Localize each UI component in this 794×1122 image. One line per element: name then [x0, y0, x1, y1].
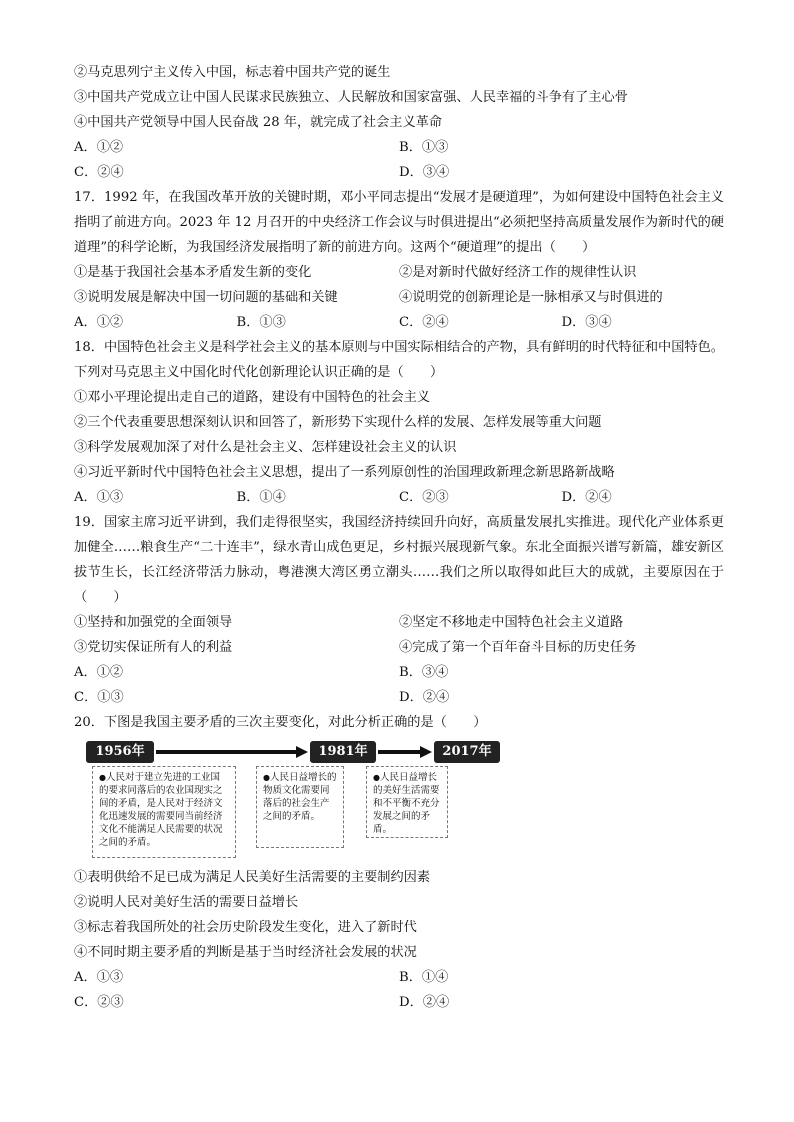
q17-items-row-1: [74, 260, 724, 285]
q16-option-d[interactable]: D．③④: [399, 165, 450, 180]
q16-options-row-2: [74, 160, 724, 185]
q20-item-1: ①表明供给不足已成为满足人民美好生活需要的主要制约因素: [74, 870, 431, 885]
q19-items-row-1: [74, 610, 724, 635]
q16-item-2: ②马克思列宁主义传入中国，标志着中国共产党的诞生: [74, 65, 391, 80]
q17-option-d[interactable]: D．③④: [561, 315, 612, 330]
timeline-arrow-2: [378, 748, 432, 756]
q17-item-1: ①是基于我国社会基本矛盾发生新的变化: [74, 265, 312, 280]
timeline-box-2017: [366, 766, 448, 838]
q20-option-b[interactable]: B．①④: [399, 970, 449, 985]
timeline-text-1956: 人民对于建立先进的工业国的要求同落后的农业国现实之间的矛盾，是人民对于经济文化迅速发展的需要同当前经济文化不能满足人民需要的状况之间的矛盾。: [99, 772, 223, 848]
bullet-dot-icon: ●: [263, 773, 270, 782]
q20-option-c[interactable]: C．②③: [74, 995, 124, 1010]
q17-stem: 17．1992 年，在我国改革开放的关键时期，邓小平同志提出“发展才是硬道理”，为如何建设中国特色社会主义指明了前进方向。2023 年 12 月召开的中央经济工作会议与时俱进提出“必须把坚持高质量发展作为新时代的硬道理”的科学论断，为我国经济发展指明了新的前进方向。这两个“硬道理”的提出（ ）: [74, 190, 724, 255]
q20-item-2: ②说明人民对美好生活的需要日益增长: [74, 895, 299, 910]
q20-option-d[interactable]: D．②④: [399, 995, 450, 1010]
timeline-arrow-1: [156, 748, 308, 756]
q17-item-4: ④说明党的创新理论是一脉相承又与时俱进的: [399, 290, 663, 305]
q16-option-c[interactable]: C．②④: [74, 165, 124, 180]
q17-option-c[interactable]: C．②④: [399, 315, 449, 330]
q19-option-b[interactable]: B．③④: [399, 665, 449, 680]
q18-option-d[interactable]: D．②④: [561, 490, 612, 505]
q17-item-2: ②是对新时代做好经济工作的规律性认识: [399, 265, 637, 280]
q18-option-a[interactable]: A．①③: [74, 490, 124, 505]
timeline-year-1981: 1981年: [310, 741, 376, 763]
q16-option-a[interactable]: A．①②: [74, 140, 124, 155]
timeline-year-1956: 1956年: [86, 741, 154, 763]
q19-options-row-1: [74, 660, 724, 685]
q17-item-3: ③说明发展是解决中国一切问题的基础和关键: [74, 290, 338, 305]
q17-items-row-2: [74, 285, 724, 310]
q20-options-row-1: [74, 965, 724, 990]
timeline-text-1981: 人民日益增长的物质文化需要同落后的社会生产之间的矛盾。: [263, 772, 337, 822]
q18-item-3: ③科学发展观加深了对什么是社会主义、怎样建设社会主义的认识: [74, 440, 457, 455]
q20-item-4: ④不同时期主要矛盾的判断是基于当时经济社会发展的状况: [74, 945, 417, 960]
q17-options: [74, 310, 724, 335]
bullet-dot-icon: ●: [373, 773, 380, 782]
q19-options-row-2: [74, 685, 724, 710]
q18-item-2: ②三个代表重要思想深刻认识和回答了，新形势下实现什么样的发展、怎样发展等重大问题: [74, 415, 602, 430]
q19-item-3: ③党切实保证所有人的利益: [74, 640, 233, 655]
q16-item-3: ③中国共产党成立让中国人民谋求民族独立、人民解放和国家富强、人民幸福的斗争有了主心骨: [74, 90, 628, 105]
q19-stem: 19．国家主席习近平讲到，我们走得很坚实，我国经济持续回升向好，高质量发展扎实推进。现代化产业体系更加健全……粮食生产“二十连丰”，绿水青山成色更足，乡村振兴展现新气象。东北全面振兴谱写新篇，雄安新区拔节生长，长江经济带活力脉动，粤港澳大湾区勇立潮头……我们之所以取得如此巨大的成就，主要原因在于（ ）: [74, 515, 724, 605]
q17-option-b[interactable]: B．①③: [236, 315, 286, 330]
q17-option-a[interactable]: A．①②: [74, 315, 124, 330]
timeline-text-2017: 人民日益增长的美好生活需要和不平衡不充分发展之间的矛盾。: [373, 772, 440, 835]
contradiction-timeline-diagram: [74, 741, 634, 861]
q19-items-row-2: [74, 635, 724, 660]
q18-option-b[interactable]: B．①④: [236, 490, 286, 505]
q19-option-c[interactable]: C．①③: [74, 690, 124, 705]
q18-options: [74, 485, 724, 510]
q20-item-3: ③标志着我国所处的社会历史阶段发生变化，进入了新时代: [74, 920, 417, 935]
bullet-dot-icon: ●: [99, 773, 106, 782]
q16-options-row-1: [74, 135, 724, 160]
q18-option-c[interactable]: C．②③: [399, 490, 449, 505]
q16-item-4: ④中国共产党领导中国人民奋战 28 年，就完成了社会主义革命: [74, 115, 443, 130]
q20-stem: 20．下图是我国主要矛盾的三次主要变化，对此分析正确的是（ ）: [74, 715, 487, 730]
q19-item-2: ②坚定不移地走中国特色社会主义道路: [399, 615, 624, 630]
q19-item-1: ①坚持和加强党的全面领导: [74, 615, 233, 630]
q16-option-b[interactable]: B．①③: [399, 140, 449, 155]
q20-option-a[interactable]: A．①③: [74, 970, 124, 985]
q18-item-1: ①邓小平理论提出走自己的道路，建设有中国特色的社会主义: [74, 390, 431, 405]
q19-option-a[interactable]: A．①②: [74, 665, 124, 680]
q18-stem: 18．中国特色社会主义是科学社会主义的基本原则与中国实际相结合的产物，具有鲜明的时代特征和中国特色。下列对马克思主义中国化时代化创新理论认识正确的是（ ）: [74, 340, 724, 380]
q20-options-row-2: [74, 990, 724, 1015]
timeline-box-1981: [256, 766, 344, 848]
exam-page: [74, 60, 724, 1015]
timeline-year-2017: 2017年: [434, 741, 500, 763]
q18-item-4: ④习近平新时代中国特色社会主义思想，提出了一系列原创性的治国理政新理念新思路新战略: [74, 465, 615, 480]
timeline-box-1956: [92, 766, 236, 858]
q19-option-d[interactable]: D．②④: [399, 690, 450, 705]
q19-item-4: ④完成了第一个百年奋斗目标的历史任务: [399, 640, 637, 655]
